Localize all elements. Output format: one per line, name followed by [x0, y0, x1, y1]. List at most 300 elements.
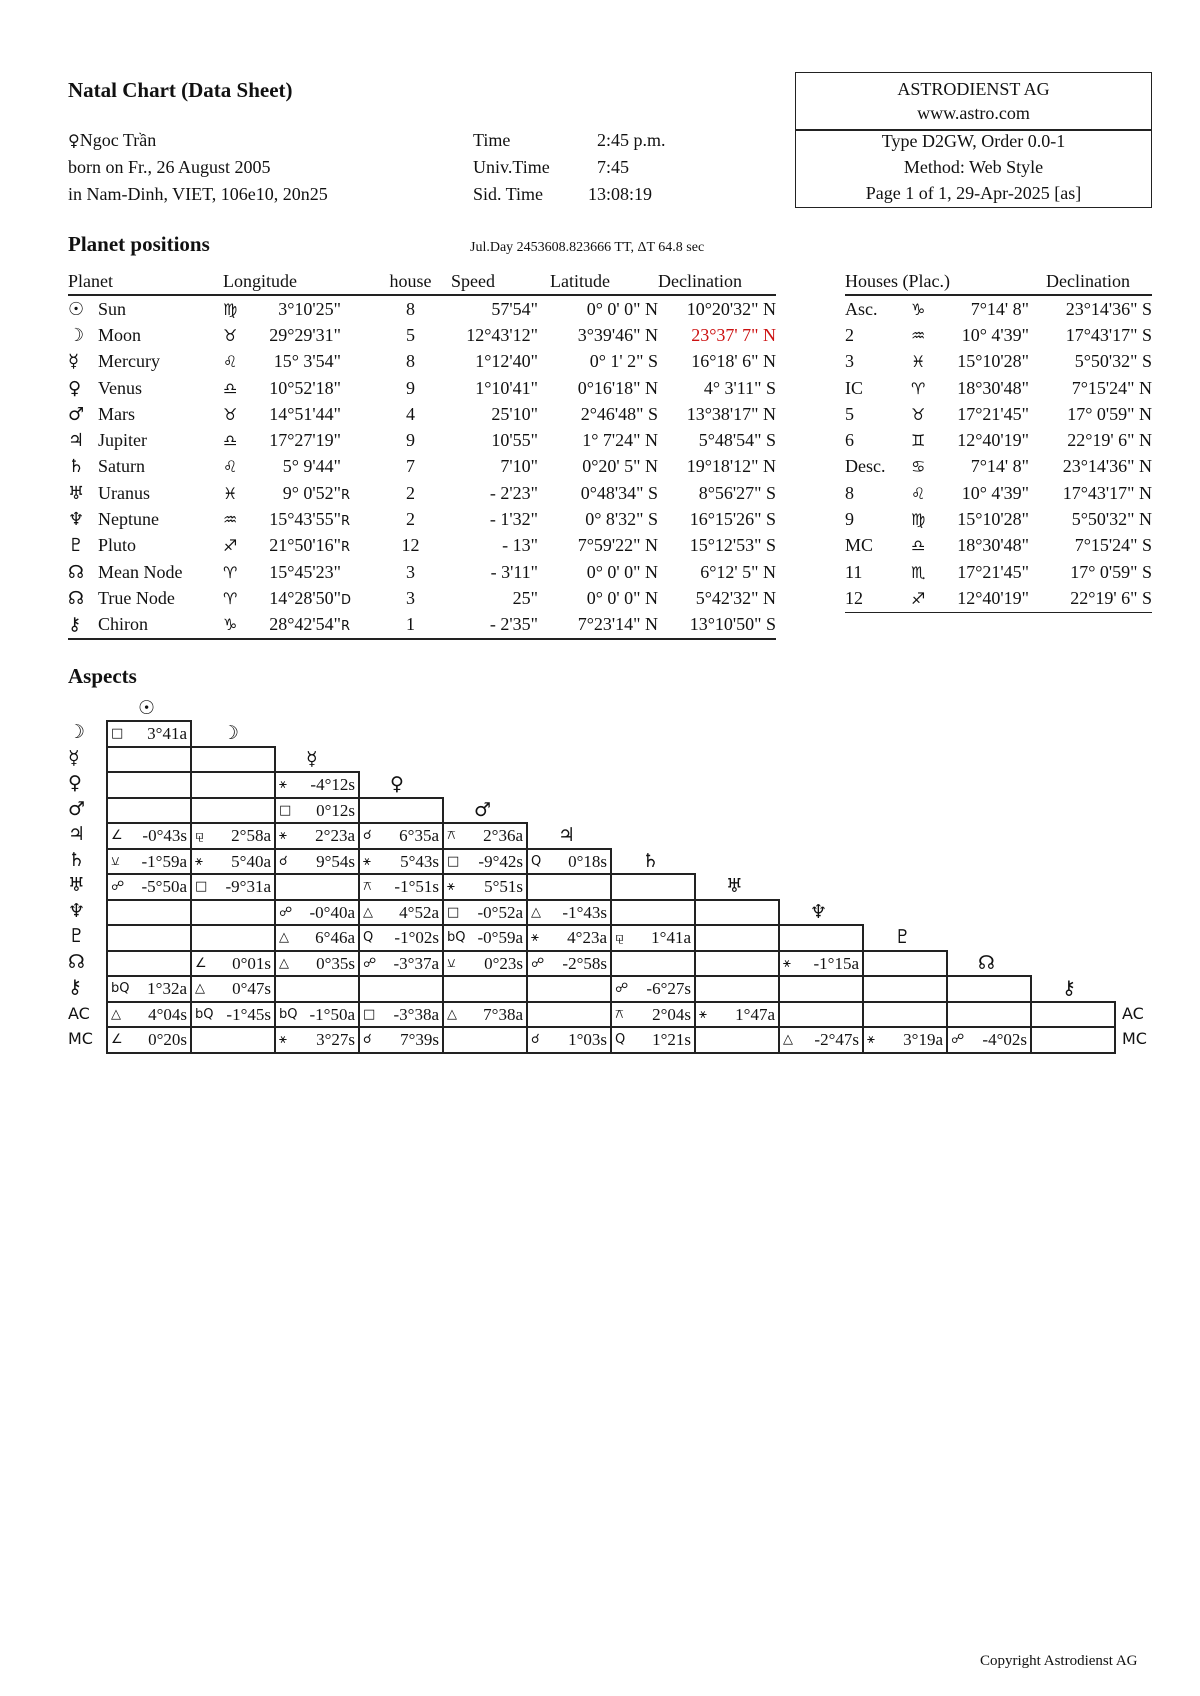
- aspect-orb: -1°15a: [813, 953, 859, 973]
- zodiac-sign-icon: ♐: [223, 536, 238, 556]
- aspect-column-glyph-icon: ♆: [810, 900, 828, 923]
- longitude-value: 15°45'23": [269, 561, 341, 582]
- planet-name: Chiron: [98, 614, 149, 635]
- declination-value: 10°20'32" N: [686, 298, 776, 319]
- longitude-cell: [223, 295, 378, 322]
- zodiac-sign-icon: ♒: [911, 325, 926, 345]
- aspect-orb: -1°43s: [562, 902, 607, 922]
- latitude-value: 1° 7'24" N: [582, 430, 658, 451]
- aspect-glyph-icon: ⚼: [615, 930, 624, 945]
- planet-name: Neptune: [98, 509, 159, 530]
- aspect-cell: [274, 848, 360, 876]
- house-row: [845, 375, 1152, 401]
- aspect-row-label: ☿: [68, 746, 80, 769]
- house-declination: 23°14'36" N: [1062, 456, 1152, 477]
- longitude-value: 17°27'19": [269, 430, 341, 451]
- aspect-glyph-icon: Q: [531, 853, 542, 869]
- declination-value: 13°10'50" S: [658, 612, 776, 639]
- aspect-glyph-icon: □: [195, 879, 208, 894]
- aspect-cell: [190, 797, 276, 825]
- aspect-glyph-icon: △: [783, 1032, 793, 1047]
- house-position-cell: [911, 375, 1046, 401]
- zodiac-sign-icon: ♊: [911, 431, 926, 451]
- planet-glyph-icon: ♃: [68, 430, 85, 452]
- planet-row: [68, 506, 776, 532]
- aspect-glyph-icon: ⚺: [447, 955, 456, 971]
- aspect-cell: [274, 822, 360, 850]
- planet-glyph-icon: ♅: [68, 482, 85, 504]
- aspect-orb: -3°38a: [393, 1004, 439, 1024]
- zodiac-sign-icon: ♈: [223, 562, 238, 582]
- page-info: Page 1 of 1, 29-Apr-2025 [as]: [865, 183, 1082, 203]
- planet-table-header: [68, 268, 776, 295]
- house-position: 10° 4'39": [961, 482, 1029, 503]
- house-name: 12: [845, 585, 911, 612]
- aspect-glyph-icon: bQ: [447, 930, 466, 945]
- zodiac-sign-icon: ♌: [911, 483, 926, 503]
- copyright: Copyright Astrodienst AG: [980, 1653, 1138, 1669]
- latitude-value: 7°59'22" N: [577, 535, 658, 556]
- planet-cell: [68, 401, 223, 427]
- aspect-glyph-icon: ⚹: [699, 1006, 707, 1022]
- aspect-cell: [106, 1001, 192, 1029]
- house-position: 15°10'28": [957, 509, 1029, 530]
- person-name-line: [68, 130, 156, 151]
- motion-flag: R: [341, 540, 351, 556]
- aspect-glyph-icon: ⚹: [279, 1032, 287, 1047]
- aspect-glyph-icon: ☌: [363, 828, 372, 843]
- longitude-value: 14°51'44": [269, 403, 341, 424]
- aspect-cell: [778, 950, 864, 978]
- motion-flag: R: [341, 514, 351, 530]
- provider-box: [795, 72, 1152, 208]
- motion-flag: D: [341, 592, 352, 608]
- aspect-cell: [106, 1026, 192, 1054]
- houses-table: [845, 268, 1152, 613]
- house-row: [845, 559, 1152, 585]
- aspect-orb: 1°03s: [568, 1030, 607, 1049]
- aspect-cell: [778, 1001, 864, 1029]
- aspect-orb: 9°54s: [316, 851, 355, 871]
- page-title: Natal Chart (Data Sheet): [68, 78, 293, 102]
- aspect-glyph-icon: ∠: [111, 1032, 123, 1047]
- aspect-glyph-icon: ⚹: [447, 879, 455, 894]
- latitude-value: 7°23'14" N: [538, 612, 658, 639]
- house-name: 11: [845, 561, 863, 582]
- longitude-value: 10°52'18": [269, 377, 341, 398]
- aspect-orb: 0°47s: [232, 979, 271, 998]
- aspect-cell: [358, 797, 444, 825]
- aspect-glyph-icon: ☌: [363, 1032, 372, 1047]
- planet-name: Mercury: [98, 351, 160, 372]
- longitude-cell: [223, 559, 378, 585]
- aspect-cell: [442, 822, 528, 850]
- house-position-cell: [911, 322, 1046, 348]
- aspect-row-label: ☽: [68, 721, 86, 743]
- aspect-glyph-icon: ⚺: [111, 853, 120, 869]
- col-house-declination: Declination: [1046, 268, 1152, 295]
- zodiac-sign-icon: ♉: [223, 404, 238, 424]
- house-position-cell: [911, 295, 1046, 322]
- univ-time-value: 7:45: [597, 157, 630, 177]
- aspect-glyph-icon: ☌: [279, 853, 288, 869]
- aspect-orb: 2°23a: [315, 826, 355, 845]
- aspect-orb: 0°20s: [148, 1030, 187, 1049]
- house-declination: 17°43'17" N: [1062, 482, 1152, 503]
- house-name: 3: [845, 351, 854, 372]
- aspect-cell: [358, 848, 444, 876]
- col-houses: Houses (Plac.): [845, 268, 1046, 295]
- aspect-glyph-icon: ⚻: [447, 828, 456, 843]
- female-symbol-icon: ♀: [68, 131, 80, 150]
- aspect-cell: [610, 924, 696, 952]
- zodiac-sign-icon: ♋: [911, 457, 926, 477]
- aspect-orb: 1°41a: [651, 928, 691, 947]
- longitude-cell: [223, 533, 378, 559]
- aspect-cell: [106, 822, 192, 850]
- house-row: [845, 454, 1152, 480]
- aspect-cell: [106, 797, 192, 825]
- aspect-row-label: ♄: [68, 848, 86, 871]
- longitude-cell: [223, 612, 378, 639]
- longitude-value: 21°50'16": [269, 535, 341, 556]
- aspect-cell: [106, 950, 192, 978]
- aspect-orb: -3°37a: [393, 953, 439, 973]
- col-latitude: Latitude: [538, 268, 658, 295]
- birth-place: in Nam-Dinh, VIET, 106e10, 20n25: [68, 184, 328, 204]
- aspect-glyph-icon: △: [363, 904, 373, 920]
- aspect-orb: -5°50a: [141, 877, 187, 896]
- zodiac-sign-icon: ♉: [911, 404, 926, 424]
- zodiac-sign-icon: ♍: [223, 299, 238, 319]
- aspect-cell: [358, 873, 444, 901]
- house-declination: 17° 0'59" S: [1070, 561, 1152, 582]
- aspect-cell: [442, 1026, 528, 1054]
- planet-name: Mars: [98, 403, 135, 424]
- birth-date: born on Fr., 26 August 2005: [68, 157, 271, 177]
- aspect-cell: [862, 950, 948, 978]
- house-declination: 5°50'32" S: [1074, 351, 1152, 372]
- house-position: 17°21'45": [957, 403, 1029, 424]
- longitude-value: 28°42'54": [269, 614, 341, 635]
- declination-value: 13°38'17" N: [686, 403, 776, 424]
- latitude-value: 0° 0' 0" N: [586, 298, 658, 319]
- aspect-row-label: ♅: [68, 874, 86, 896]
- aspect-glyph-icon: △: [531, 904, 541, 920]
- house-declination: 22°19' 6" N: [1067, 430, 1152, 451]
- house-position: 7°14' 8": [970, 456, 1029, 477]
- aspect-glyph-icon: ⚹: [783, 955, 791, 971]
- house-position-cell: [911, 559, 1046, 585]
- aspect-row-label: ♇: [68, 925, 86, 947]
- aspect-cell: [610, 950, 696, 978]
- aspect-cell: [442, 950, 528, 978]
- aspect-glyph-icon: □: [447, 853, 460, 869]
- longitude-value: 14°28'50": [269, 587, 341, 608]
- planet-cell: [68, 295, 223, 322]
- motion-flag: R: [341, 619, 351, 635]
- julian-day: Jul.Day 2453608.823666 TT, ΔT 64.8 sec: [470, 240, 705, 255]
- aspect-glyph-icon: ∠: [111, 828, 123, 843]
- planet-row: [68, 295, 776, 322]
- planet-name: Sun: [98, 298, 127, 319]
- aspect-glyph-icon: ☍: [279, 904, 293, 920]
- planet-row: [68, 427, 776, 453]
- aspect-glyph-icon: □: [447, 904, 460, 920]
- aspect-glyph-icon: △: [279, 955, 289, 971]
- house-position-cell: [911, 454, 1046, 480]
- house-position-cell: [911, 427, 1046, 453]
- house-position-cell: [911, 533, 1046, 559]
- sid-time-value: 13:08:19: [588, 184, 653, 204]
- aspect-orb: 7°38a: [483, 1004, 523, 1024]
- planet-positions-heading: Planet positions: [68, 232, 210, 256]
- aspect-cell: [358, 924, 444, 952]
- aspect-cell: [1030, 1001, 1116, 1029]
- planet-cell: [68, 349, 223, 375]
- aspect-orb: 7°39s: [400, 1030, 439, 1049]
- declination-value: 15°12'53" S: [689, 535, 776, 556]
- planet-cell: [68, 533, 223, 559]
- longitude-cell: [223, 322, 378, 348]
- aspect-cell: [106, 848, 192, 876]
- aspect-cell: [190, 1026, 276, 1054]
- aspect-orb: -6°27s: [646, 979, 691, 998]
- planet-name: Saturn: [98, 456, 145, 477]
- house-value: 2: [406, 482, 415, 503]
- planet-cell: [68, 322, 223, 348]
- planet-glyph-icon: ♂: [68, 403, 85, 425]
- house-position: 7°14' 8": [970, 298, 1029, 319]
- aspect-orb: -1°50a: [309, 1004, 355, 1024]
- aspect-cell: [106, 720, 192, 748]
- planet-glyph-icon: ⚷: [68, 614, 82, 636]
- aspect-orb: 3°27s: [316, 1030, 355, 1049]
- zodiac-sign-icon: ♉: [223, 325, 238, 345]
- aspect-row-label: ♂: [68, 797, 86, 820]
- aspect-cell: [610, 899, 696, 927]
- declination-value: 16°15'26" S: [689, 509, 776, 530]
- house-value: 12: [401, 535, 420, 556]
- declination-value: 4° 3'11" S: [703, 377, 776, 398]
- aspect-column-glyph-icon: ☽: [222, 722, 240, 744]
- aspect-cell: [106, 924, 192, 952]
- aspect-glyph-icon: □: [363, 1006, 376, 1022]
- aspect-orb: 2°04s: [652, 1004, 691, 1024]
- house-row: [845, 480, 1152, 506]
- aspect-orb: -0°52a: [477, 902, 523, 922]
- aspect-cell: [358, 822, 444, 850]
- aspect-cell: [442, 848, 528, 876]
- speed-value: 1°12'40": [475, 351, 538, 372]
- planet-glyph-icon: ♆: [68, 509, 85, 531]
- aspect-cell: [526, 848, 612, 876]
- aspect-cell: [358, 1001, 444, 1029]
- aspect-cell: [106, 899, 192, 927]
- planet-cell: [68, 375, 223, 401]
- house-name: 2: [845, 324, 854, 345]
- house-position: 18°30'48": [957, 535, 1029, 556]
- house-row: [845, 295, 1152, 322]
- longitude-value: 5° 9'44": [282, 456, 341, 477]
- planet-row: [68, 559, 776, 585]
- house-position-cell: [911, 349, 1046, 375]
- time-label: Time: [473, 130, 511, 150]
- aspect-orb: 0°35s: [316, 953, 355, 973]
- aspect-cell: [526, 950, 612, 978]
- longitude-value: 15° 3'54": [273, 351, 341, 372]
- aspect-column-glyph-icon: ♅: [726, 875, 744, 897]
- planet-name: Moon: [98, 324, 142, 345]
- zodiac-sign-icon: ♈: [911, 378, 926, 398]
- aspect-row-label: ♆: [68, 899, 86, 922]
- house-value: 4: [406, 403, 415, 424]
- zodiac-sign-icon: ♑: [223, 615, 238, 635]
- aspect-orb: -0°40a: [309, 902, 355, 922]
- declination-value: 16°18' 6" N: [691, 351, 776, 372]
- house-name: 8: [845, 482, 854, 503]
- house-position-cell: [911, 401, 1046, 427]
- aspect-orb: 3°19a: [903, 1030, 943, 1049]
- aspect-glyph-icon: ⚹: [531, 930, 539, 945]
- longitude-cell: [223, 375, 378, 401]
- aspect-row-label-right: AC: [1122, 1003, 1144, 1023]
- zodiac-sign-icon: ♐: [911, 588, 926, 608]
- planet-glyph-icon: ☊: [68, 587, 84, 609]
- col-house: house: [378, 268, 443, 295]
- aspect-glyph-icon: ☍: [951, 1032, 965, 1047]
- aspect-orb: -4°12s: [310, 775, 355, 794]
- house-row: [845, 322, 1152, 348]
- aspect-cell: [274, 1001, 360, 1029]
- zodiac-sign-icon: ♎: [911, 536, 926, 556]
- aspect-orb: 5°51s: [484, 877, 523, 896]
- aspect-orb: 6°35a: [399, 826, 439, 845]
- aspect-glyph-icon: Q: [615, 1032, 626, 1047]
- planet-cell: [68, 559, 223, 585]
- house-row: [845, 349, 1152, 375]
- aspect-column-glyph-icon: ☿: [306, 747, 318, 770]
- declination-value: 8°56'27" S: [698, 482, 776, 503]
- speed-value: - 2'35": [443, 612, 538, 639]
- provider-url[interactable]: www.astro.com: [917, 103, 1030, 123]
- house-declination: 17°43'17" S: [1065, 324, 1152, 345]
- aspect-orb: 3°41a: [147, 724, 187, 743]
- planet-cell: [68, 585, 223, 611]
- method: Method: Web Style: [903, 157, 1044, 177]
- aspect-row-label: AC: [68, 1003, 90, 1023]
- aspect-glyph-icon: ☌: [531, 1032, 540, 1047]
- zodiac-sign-icon: ♈: [223, 588, 238, 608]
- house-value: 8: [406, 351, 415, 372]
- aspect-cell: [106, 975, 192, 1003]
- house-declination: 7°15'24" S: [1074, 535, 1152, 556]
- order-type: Type D2GW, Order 0.0-1: [881, 131, 1066, 151]
- aspect-cell: [778, 975, 864, 1003]
- aspect-orb: -2°47s: [814, 1030, 859, 1049]
- aspect-orb: 2°36a: [483, 826, 523, 845]
- house-value: 8: [406, 298, 415, 319]
- longitude-cell: [223, 506, 378, 532]
- provider-company: ASTRODIENST AG: [897, 79, 1050, 99]
- house-declination: 17° 0'59" N: [1067, 403, 1152, 424]
- aspect-cell: [694, 975, 780, 1003]
- aspect-glyph-icon: ⚹: [279, 777, 287, 792]
- aspect-cell: [190, 1001, 276, 1029]
- planet-name: Mean Node: [98, 561, 183, 582]
- house-declination: 22°19' 6" S: [1046, 585, 1152, 612]
- aspect-row-label: ⚷: [68, 976, 82, 998]
- aspect-cell: [610, 873, 696, 901]
- aspect-glyph-icon: ⚻: [363, 879, 372, 894]
- aspect-glyph-icon: bQ: [111, 981, 130, 996]
- aspect-row-label: MC: [68, 1029, 93, 1048]
- speed-value: - 2'23": [489, 482, 538, 503]
- zodiac-sign-icon: ♎: [223, 431, 238, 451]
- declination-value: 19°18'12" N: [686, 456, 776, 477]
- planet-row: [68, 349, 776, 375]
- aspect-cell: [694, 924, 780, 952]
- aspect-orb: 4°04s: [148, 1004, 187, 1024]
- speed-value: 25'10": [491, 403, 538, 424]
- aspect-cell: [190, 873, 276, 901]
- aspect-cell: [190, 771, 276, 799]
- aspect-cell: [778, 1026, 864, 1054]
- aspect-orb: -1°02s: [394, 928, 439, 947]
- planet-glyph-icon: ♀: [68, 377, 82, 399]
- house-value: 9: [406, 377, 415, 398]
- aspect-glyph-icon: □: [279, 802, 292, 818]
- speed-value: 1°10'41": [475, 377, 538, 398]
- aspect-cell: [274, 771, 360, 799]
- house-position: 18°30'48": [957, 377, 1029, 398]
- latitude-value: 0° 0' 0" N: [586, 561, 658, 582]
- aspect-cell: [946, 1001, 1032, 1029]
- aspect-orb: 1°32a: [147, 979, 187, 998]
- aspect-orb: 5°43s: [400, 851, 439, 871]
- planet-glyph-icon: ♄: [68, 456, 85, 478]
- house-value: 1: [378, 612, 443, 639]
- aspect-cell: [274, 950, 360, 978]
- zodiac-sign-icon: ♍: [911, 510, 926, 530]
- aspect-glyph-icon: ⚹: [279, 828, 287, 843]
- planet-cell: [68, 480, 223, 506]
- aspect-cell: [442, 1001, 528, 1029]
- house-value: 2: [406, 509, 415, 530]
- aspect-cell: [442, 873, 528, 901]
- aspect-cell: [358, 975, 444, 1003]
- house-value: 3: [406, 587, 415, 608]
- house-value: 3: [406, 561, 415, 582]
- aspect-cell: [190, 899, 276, 927]
- aspect-cell: [610, 975, 696, 1003]
- zodiac-sign-icon: ♒: [223, 510, 238, 530]
- aspect-column-glyph-icon: ♂: [474, 798, 492, 821]
- houses-table-header: [845, 268, 1152, 295]
- aspect-orb: 1°21s: [652, 1030, 691, 1049]
- house-row: [845, 533, 1152, 559]
- person-name: Ngoc Trần: [79, 130, 157, 150]
- planet-row: [68, 533, 776, 559]
- longitude-cell: [223, 427, 378, 453]
- aspect-orb: 6°46a: [315, 928, 355, 947]
- aspect-cell: [190, 848, 276, 876]
- aspect-cell: [358, 899, 444, 927]
- aspect-orb: -1°51s: [394, 877, 439, 896]
- house-value: 9: [406, 430, 415, 451]
- aspect-glyph-icon: ⚼: [195, 828, 204, 843]
- aspect-cell: [694, 1026, 780, 1054]
